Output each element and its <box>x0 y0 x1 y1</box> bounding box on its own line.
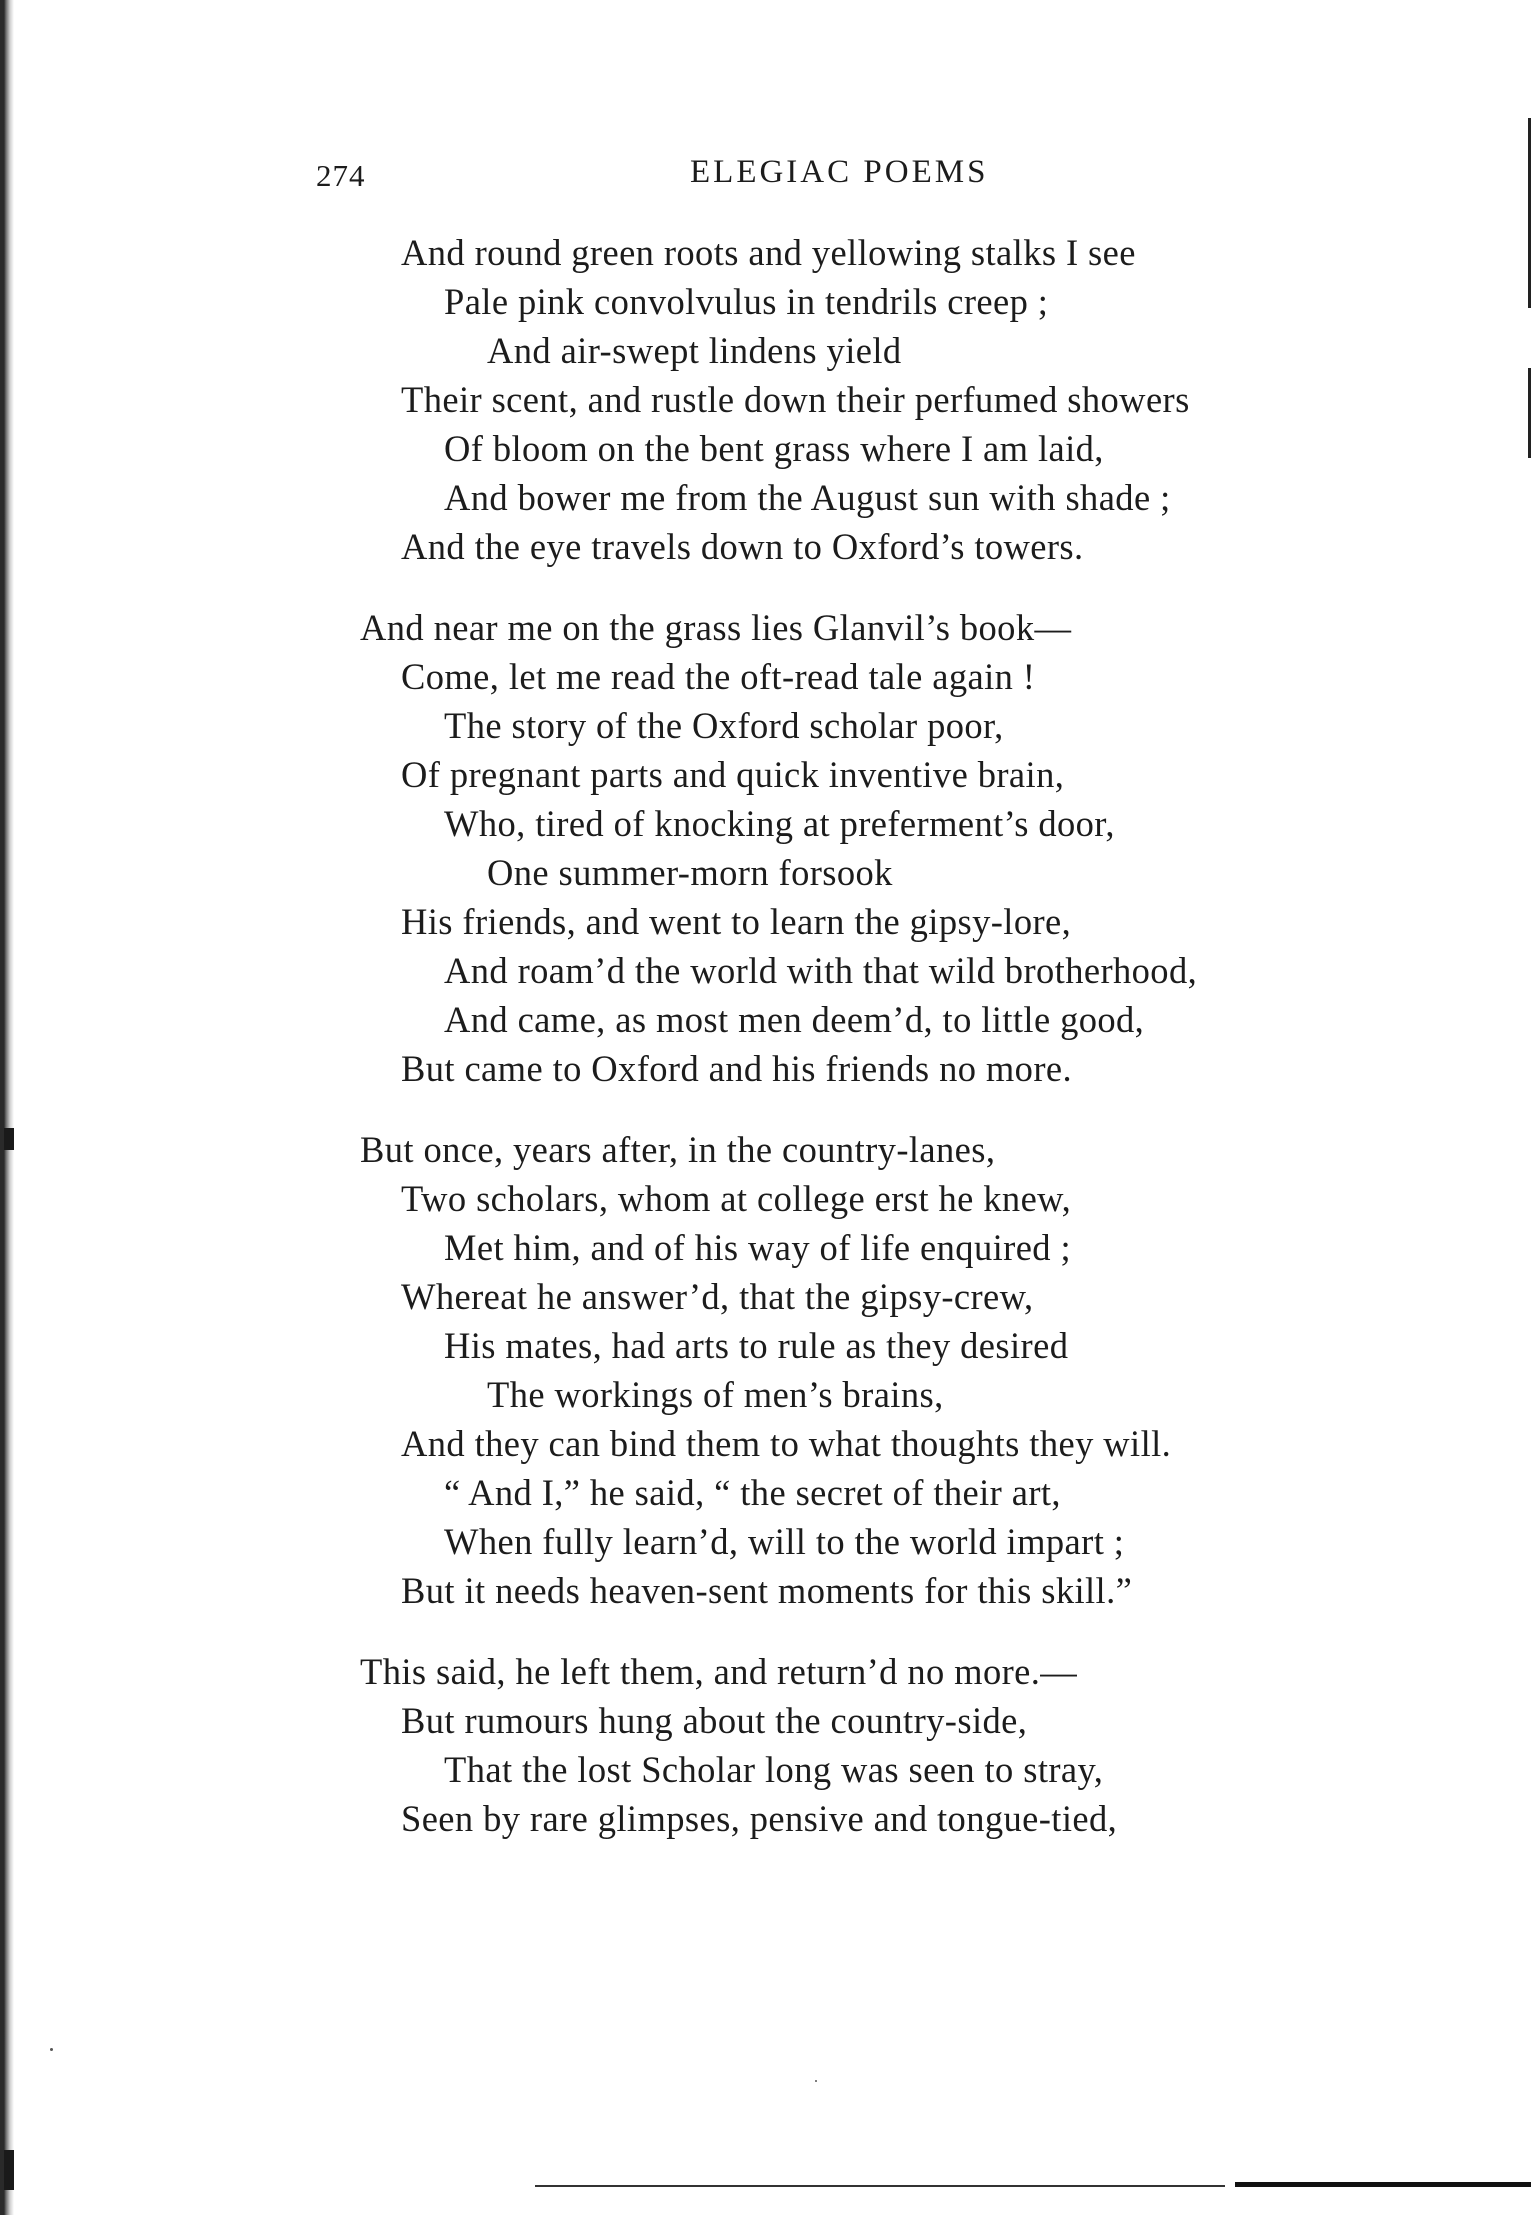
verse-line: And bower me from the August sun with shade ; <box>444 477 1171 518</box>
verse-line: “ And I,” he said, “ the secret of their art, <box>444 1472 1061 1513</box>
page-margin-mark <box>1528 118 1531 308</box>
verse-line: And roam’d the world with that wild brotherhood, <box>444 950 1198 991</box>
verse-line: The workings of men’s brains, <box>487 1374 944 1415</box>
verse-line: This said, he left them, and return’d no more.— <box>360 1651 1078 1692</box>
running-title: ELEGIAC POEMS <box>690 154 989 190</box>
verse-line: Seen by rare glimpses, pensive and tongue-tied, <box>401 1798 1118 1839</box>
paper-speck <box>815 2080 817 2082</box>
verse-line: Of bloom on the bent grass where I am laid, <box>444 428 1104 469</box>
verse-line: His friends, and went to learn the gipsy-lore, <box>401 901 1072 942</box>
verse-line: Come, let me read the oft-read tale again ! <box>401 656 1036 697</box>
page-bottom-rule <box>1235 2182 1531 2187</box>
verse-line: And round green roots and yellowing stalks I see <box>401 232 1136 273</box>
verse-line: Met him, and of his way of life enquired ; <box>444 1227 1072 1268</box>
verse-line: Whereat he answer’d, that the gipsy-crew, <box>401 1276 1034 1317</box>
verse-line: One summer-morn forsook <box>487 852 893 893</box>
verse-line: When fully learn’d, will to the world impart ; <box>444 1521 1125 1562</box>
verse-line: But it needs heaven-sent moments for this skill.” <box>401 1570 1133 1611</box>
verse-line: Who, tired of knocking at preferment’s door, <box>444 803 1115 844</box>
verse-line: Their scent, and rustle down their perfumed showers <box>401 379 1190 420</box>
verse-line: But came to Oxford and his friends no more. <box>401 1048 1073 1089</box>
binding-mark <box>4 1128 14 1150</box>
verse-line: Pale pink convolvulus in tendrils creep ; <box>444 281 1049 322</box>
binding-mark <box>4 2150 14 2190</box>
verse-line: And near me on the grass lies Glanvil’s book— <box>360 607 1072 648</box>
verse-line: Of pregnant parts and quick inventive brain, <box>401 754 1065 795</box>
verse-line: But rumours hung about the country-side, <box>401 1700 1028 1741</box>
paper-speck <box>50 2048 53 2051</box>
page-number: 274 <box>316 158 366 193</box>
verse-line: And air-swept lindens yield <box>487 330 902 371</box>
verse-line: Two scholars, whom at college erst he knew, <box>401 1178 1072 1219</box>
page-bottom-rule <box>535 2185 1225 2187</box>
verse-line: The story of the Oxford scholar poor, <box>444 705 1004 746</box>
verse-line: His mates, had arts to rule as they desired <box>444 1325 1069 1366</box>
verse-line: And came, as most men deem’d, to little good, <box>444 999 1145 1040</box>
verse-line: And the eye travels down to Oxford’s towers. <box>401 526 1084 567</box>
page-margin-mark <box>1528 368 1531 458</box>
page-edge-shadow <box>0 0 14 2215</box>
verse-line: That the lost Scholar long was seen to stray, <box>444 1749 1104 1790</box>
verse-line: But once, years after, in the country-lanes, <box>360 1129 996 1170</box>
verse-line: And they can bind them to what thoughts they will. <box>401 1423 1172 1464</box>
